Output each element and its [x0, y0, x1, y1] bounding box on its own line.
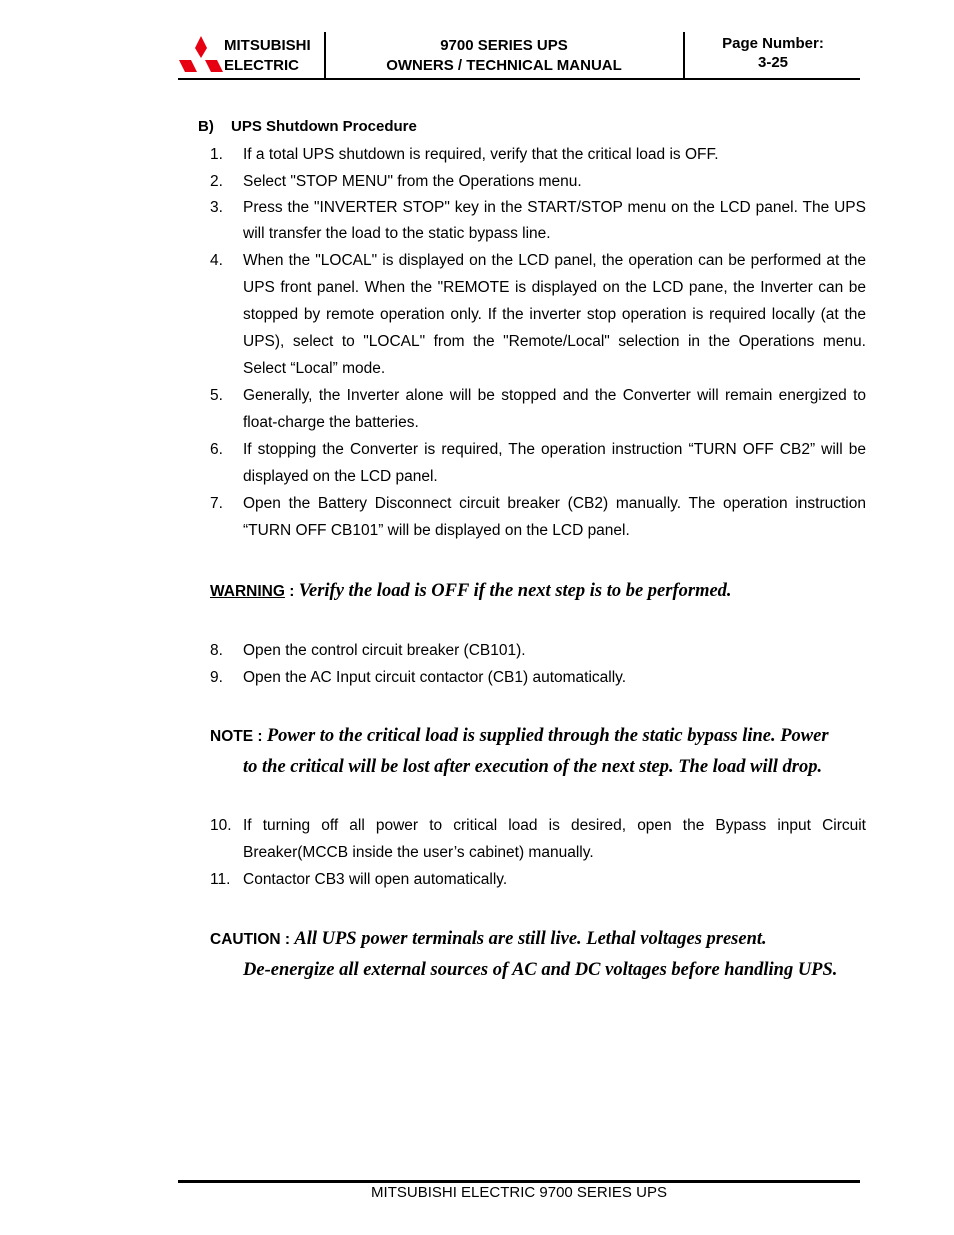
list-item: 2. Select "STOP MENU" from the Operations menu. [210, 173, 582, 190]
list-item: 9. Open the AC Input circuit contactor (CB1) automatically. [210, 669, 627, 686]
steps-list-2 [210, 637, 866, 691]
page-number-label: Page Number: [722, 35, 824, 52]
brand-line-2: ELECTRIC [224, 57, 299, 74]
manual-title-line-1: 9700 SERIES UPS [440, 37, 568, 54]
manual-title [326, 36, 682, 76]
manual-title-line-2: OWNERS / TECHNICAL MANUAL [386, 57, 622, 74]
section-label: B) [198, 118, 214, 135]
footer-rule [178, 1180, 860, 1183]
note-text-line-2: to the critical will be lost after execution of the next step. The load will drop. [243, 757, 823, 777]
section-heading: UPS Shutdown Procedure [231, 118, 417, 135]
note-notice [210, 721, 866, 782]
brand-name [224, 36, 311, 76]
list-item: 7. Open the Battery Disconnect circuit breaker (CB2) manually. The operation instruction “TURN OFF CB101” will be displayed on the LCD panel. [210, 495, 866, 539]
mitsubishi-logo-icon [178, 34, 224, 76]
caution-label: CAUTION : [210, 931, 295, 948]
note-label: NOTE : [210, 728, 267, 745]
header-rule [178, 78, 860, 80]
list-item: 8. Open the control circuit breaker (CB101). [210, 642, 526, 659]
page-header [178, 30, 860, 80]
list-item: 6. If stopping the Converter is required, The operation instruction “TURN OFF CB2” will be displayed on the LCD panel. [210, 441, 866, 485]
list-item: 5. Generally, the Inverter alone will be stopped and the Converter will remain energized to float-charge the batteries. [210, 387, 866, 431]
list-item: 11. Contactor CB3 will open automatically. [210, 871, 508, 888]
caution-text-line-2: De-energize all external sources of AC and DC voltages before handling UPS. [243, 960, 838, 980]
page-footer: MITSUBISHI ELECTRIC 9700 SERIES UPS [371, 1184, 667, 1201]
steps-list-3 [210, 812, 866, 893]
caution-notice [210, 924, 866, 985]
page-number: 3-25 [757, 54, 789, 71]
list-item: 4. When the "LOCAL" is displayed on the LCD panel, the operation can be performed at the UPS front panel. When the "REMOTE is displayed on the LCD pane, the Inverter can be stopped by remote operation only. If the inverter stop operation is required locally (at the UPS), select to "LOCAL" from the "Remote/Local" selection in the Operations menu. Select “Local” mode. [210, 252, 866, 377]
warning-text: Verify the load is OFF if the next step is to be performed. [298, 581, 732, 601]
note-text-line-1: Power to the critical load is supplied through the static bypass line. Power [266, 726, 829, 746]
steps-list-1 [210, 141, 866, 544]
page-number-block [686, 34, 860, 72]
brand-line-1: MITSUBISHI [224, 37, 311, 54]
warning-notice [210, 576, 866, 607]
list-item: 1. If a total UPS shutdown is required, verify that the critical load is OFF. [210, 146, 719, 163]
list-item: 3. Press the "INVERTER STOP" key in the START/STOP menu on the LCD panel. The UPS will transfer the load to the static bypass line. [210, 199, 866, 242]
header-divider [683, 32, 685, 78]
list-item: 10. If turning off all power to critical load is desired, open the Bypass input Circuit Breaker(MCCB inside the user’s cabinet) manually. [210, 817, 866, 861]
caution-text-line-1: All UPS power terminals are still live. Lethal voltages present. [294, 929, 767, 949]
warning-label: WARNING [210, 583, 285, 600]
section-title [198, 118, 417, 135]
warning-colon: : [284, 583, 299, 600]
